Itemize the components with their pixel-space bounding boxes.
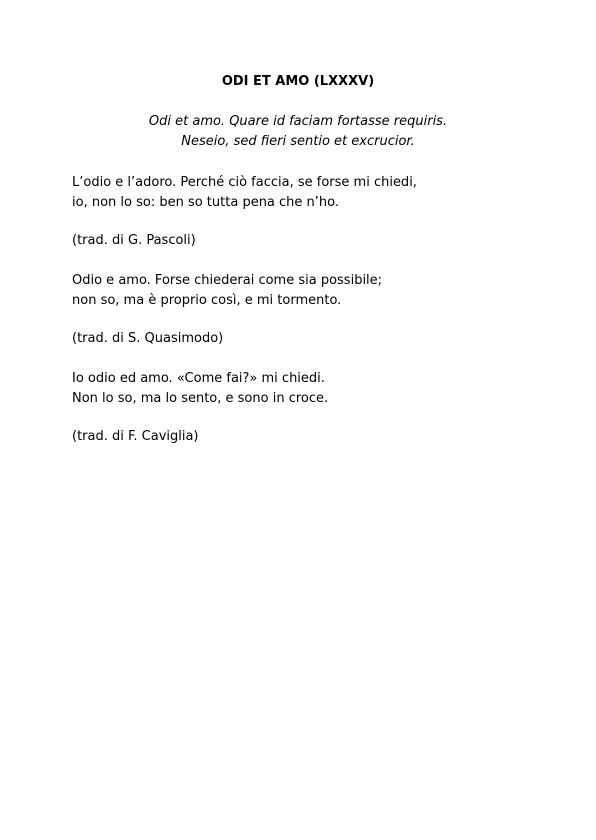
translation-line: io, non lo so: ben so tutta pena che n’ho. — [72, 194, 340, 210]
translation-line: Odio e amo. Forse chiederai come sia possibile; — [72, 273, 383, 288]
translator-credit-pascoli: (trad. di G. Pascoli) — [72, 233, 196, 248]
translation-caviglia — [72, 369, 552, 408]
translation-line: non so, ma è proprio così, e mi tormento. — [72, 292, 342, 308]
latin-line: Odi et amo. Quare id faciam fortasse requiris. — [148, 114, 448, 129]
translation-pascoli — [72, 173, 552, 212]
translator-credit-quasimodo: (trad. di S. Quasimodo) — [72, 331, 224, 346]
latin-line: Neseio, sed fieri sentio et excrucior. — [181, 134, 415, 149]
translation-quasimodo — [72, 271, 552, 310]
translation-line: L’odio e l’adoro. Perché ciò faccia, se forse mi chiedi, — [72, 175, 417, 190]
latin-original — [0, 112, 596, 152]
poem-title: ODI ET AMO (LXXXV) — [221, 74, 375, 89]
translator-credit-caviglia: (trad. di F. Caviglia) — [72, 429, 199, 444]
translation-line: Io odio ed amo. «Come fai?» mi chiedi. — [72, 371, 325, 386]
translation-line: Non lo so, ma lo sento, e sono in croce. — [72, 390, 329, 406]
